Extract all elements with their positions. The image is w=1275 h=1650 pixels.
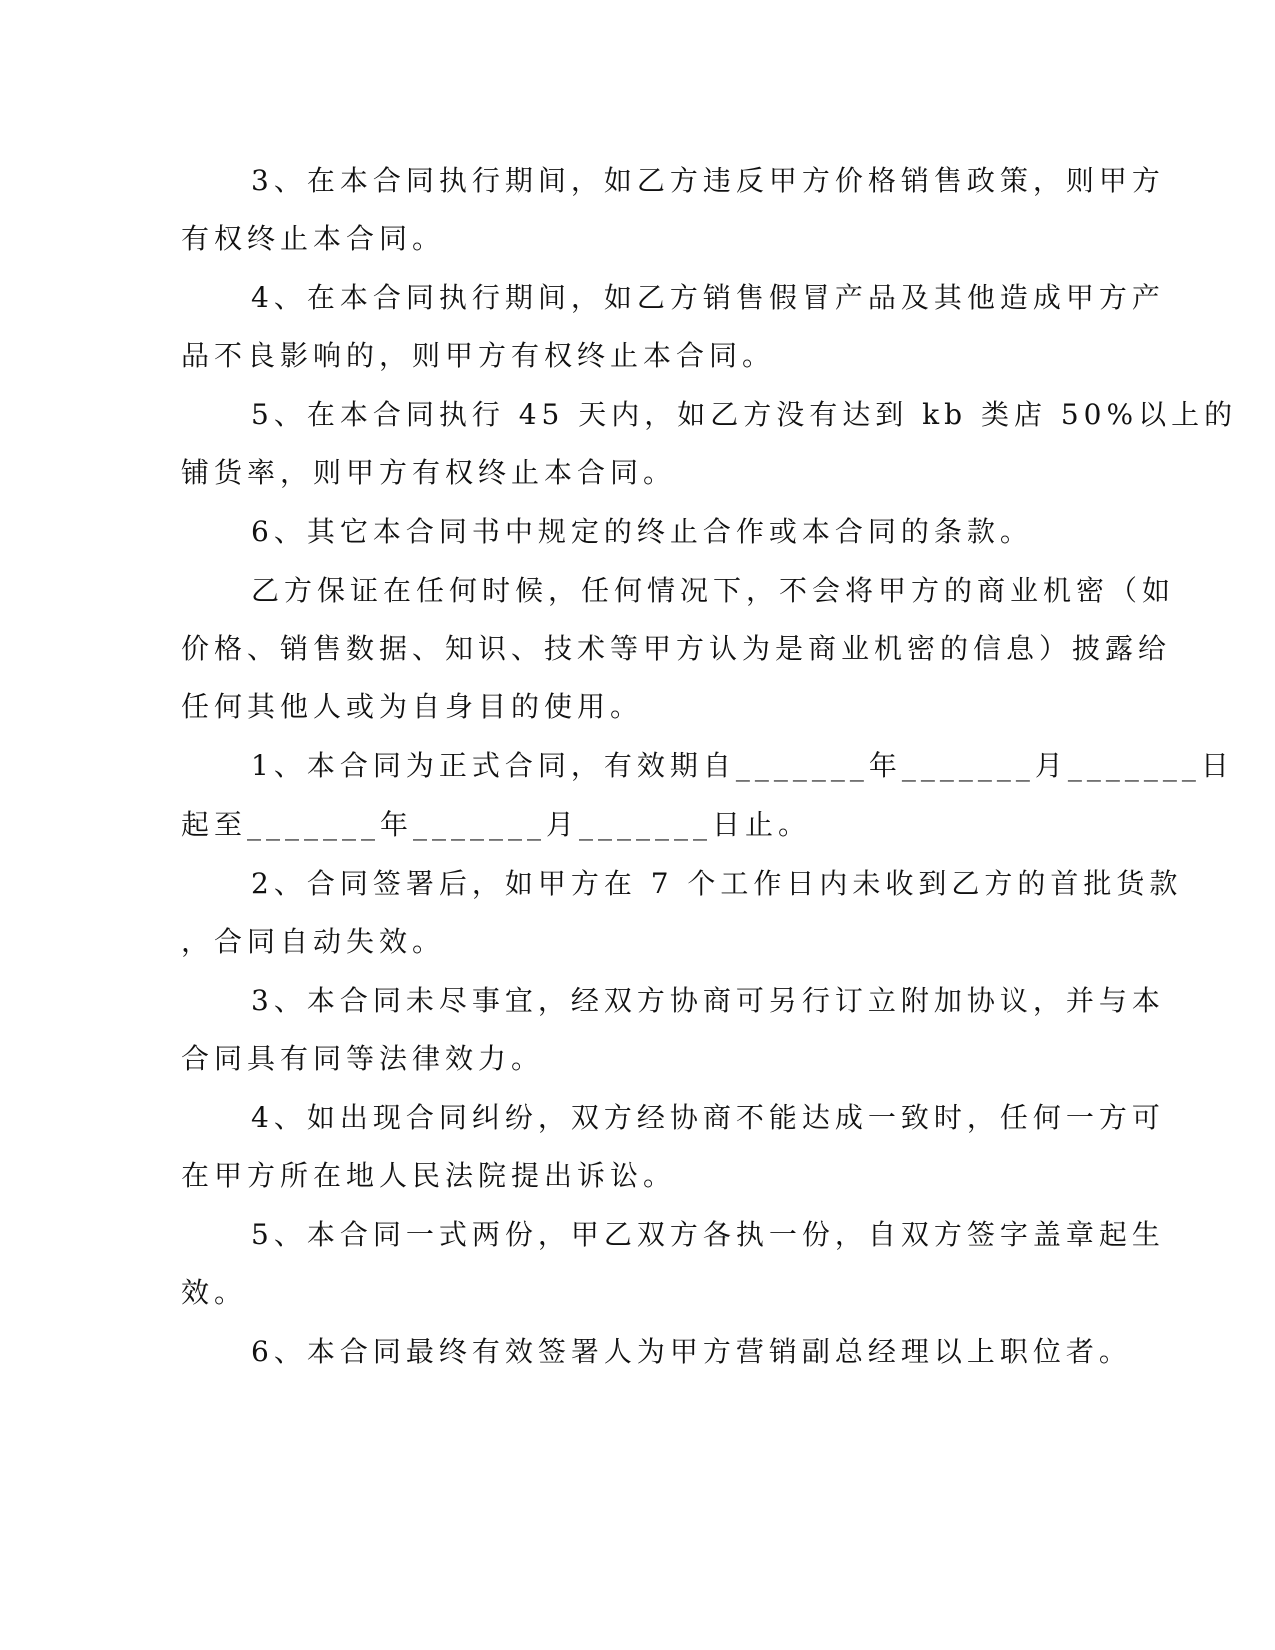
term-clause-1-line-2: 起至_______年_______月_______日止。 [181,808,812,841]
term-clause-3-line-2: 合同具有同等法律效力。 [181,1042,545,1075]
clause-3-line-1: 3、在本合同执行期间，如乙方违反甲方价格销售政策，则甲方 [251,164,1165,197]
term-clause-4-line-1: 4、如出现合同纠纷，双方经协商不能达成一致时，任何一方可 [251,1101,1165,1134]
clause-5-line-2: 铺货率，则甲方有权终止本合同。 [181,456,677,489]
clause-4-line-1: 4、在本合同执行期间，如乙方销售假冒产品及其他造成甲方产 [251,281,1165,314]
term-clause-2-line-1: 2、合同签署后，如甲方在 7 个工作日内未收到乙方的首批货款 [251,867,1183,900]
term-clause-2-line-2: ，合同自动失效。 [181,925,446,958]
clause-5-line-1: 5、在本合同执行 45 天内，如乙方没有达到 kb 类店 50%以上的 [251,398,1238,431]
term-clause-6-line-1: 6、本合同最终有效签署人为甲方营销副总经理以上职位者。 [251,1335,1132,1368]
clause-4-line-2: 品不良影响的，则甲方有权终止本合同。 [181,339,776,372]
confidentiality-line-1: 乙方保证在任何时候，任何情况下，不会将甲方的商业机密（如 [251,574,1176,607]
clause-6-line-1: 6、其它本合同书中规定的终止合作或本合同的条款。 [251,515,1033,548]
confidentiality-line-2: 价格、销售数据、知识、技术等甲方认为是商业机密的信息）披露给 [181,632,1172,665]
term-clause-5-line-1: 5、本合同一式两份，甲乙双方各执一份，自双方签字盖章起生 [251,1218,1165,1251]
term-clause-5-line-2: 效。 [181,1276,248,1309]
term-clause-3-line-1: 3、本合同未尽事宜，经双方协商可另行订立附加协议，并与本 [251,984,1165,1017]
clause-3-line-2: 有权终止本合同。 [181,222,446,255]
term-clause-1-line-1: 1、本合同为正式合同，有效期自_______年_______月_______日 [251,749,1234,782]
confidentiality-line-3: 任何其他人或为自身目的使用。 [181,690,644,723]
term-clause-4-line-2: 在甲方所在地人民法院提出诉讼。 [181,1159,677,1192]
